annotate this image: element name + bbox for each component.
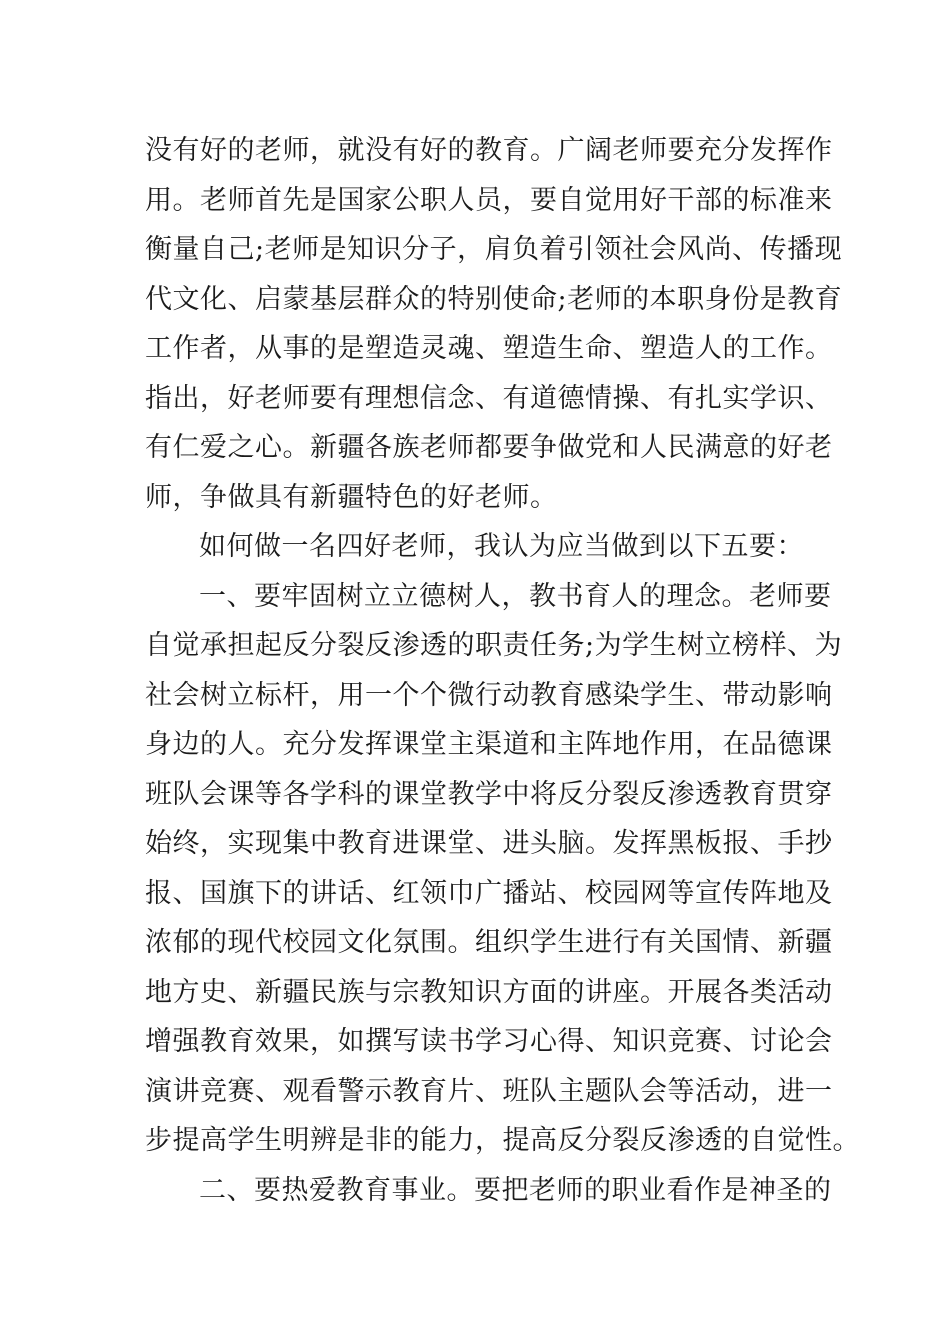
text-line: 没有好的老师，就没有好的教育。广阔老师要充分发挥作 bbox=[145, 135, 833, 166]
text-line: 师，争做具有新疆特色的好老师。 bbox=[145, 481, 558, 513]
text-line: 步提高学生明辨是非的能力，提高反分裂反渗透的自觉性。 bbox=[145, 1125, 860, 1156]
text-line: 用。老师首先是国家公职人员，要自觉用好干部的标准来 bbox=[145, 184, 833, 216]
text-line: 指出，好老师要有理想信念、有道德情操、有扎实学识、 bbox=[145, 382, 833, 414]
text-line: 演讲竞赛、观看警示教育片、班队主题队会等活动，进一 bbox=[145, 1075, 833, 1107]
text-line: 代文化、启蒙基层群众的特别使命;老师的本职身份是教育 bbox=[145, 283, 843, 315]
text-line: 衡量自己;老师是知识分子，肩负着引领社会风尚、传播现 bbox=[145, 234, 843, 265]
text-line: 有仁爱之心。新疆各族老师都要争做党和人民满意的好老 bbox=[145, 432, 833, 463]
document-body bbox=[145, 126, 860, 1215]
text-line: 社会树立标杆，用一个个微行动教育感染学生、带动影响 bbox=[145, 679, 833, 711]
paragraph-first-line: 二、要热爱教育事业。要把老师的职业看作是神圣的 bbox=[199, 1174, 832, 1206]
text-line: 班队会课等各学科的课堂教学中将反分裂反渗透教育贯穿 bbox=[145, 778, 833, 810]
text-line: 身边的人。充分发挥课堂主渠道和主阵地作用，在品德课 bbox=[145, 729, 833, 760]
text-line: 工作者，从事的是塑造灵魂、塑造生命、塑造人的工作。 bbox=[145, 333, 833, 364]
text-line: 自觉承担起反分裂反渗透的职责任务;为学生树立榜样、为 bbox=[145, 630, 843, 661]
paragraph-first-line: 如何做一名四好老师，我认为应当做到以下五要： bbox=[199, 531, 804, 562]
text-line: 浓郁的现代校园文化氛围。组织学生进行有关国情、新疆 bbox=[145, 927, 833, 958]
paragraph-first-line: 一、要牢固树立立德树人，教书育人的理念。老师要 bbox=[199, 580, 832, 612]
text-line: 增强教育效果，如撰写读书学习心得、知识竞赛、讨论会 bbox=[145, 1026, 833, 1057]
text-line: 地方史、新疆民族与宗教知识方面的讲座。开展各类活动 bbox=[145, 976, 833, 1008]
text-line: 始终，实现集中教育进课堂、进头脑。发挥黑板报、手抄 bbox=[145, 828, 833, 859]
text-line: 报、国旗下的讲话、红领巾广播站、校园网等宣传阵地及 bbox=[145, 877, 833, 909]
